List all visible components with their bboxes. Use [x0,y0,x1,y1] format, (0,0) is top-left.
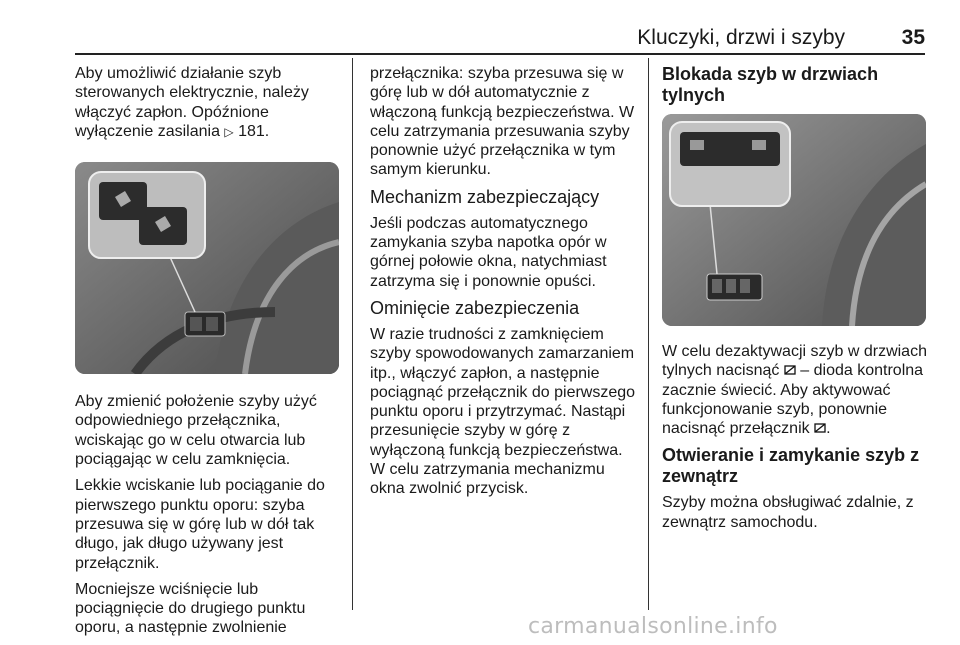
rear-window-lock-figure [662,114,926,326]
paragraph-ignition [75,64,343,142]
paragraph-strong-press: Mocniejsze wciśnięcie lub pociągnięcie do drugiego punktu oporu, a następnie zwolnienie [75,580,306,637]
page-number: 35 [901,26,925,49]
column-2 [370,64,638,506]
column-divider-1 [352,58,353,610]
paragraph-auto-move: przełącznika: szyba przesuwa się w górę lub w dół automatycznie z włączoną funkcją bezpieczeństwa. W celu zatrzymania przesuwania szyby ponownie użyć przełącznika w tym samym kierunku. [370,65,635,179]
paragraph-remote-windows: Szyby można obsługiwać zdalnie, z zewnątrz samochodu. [662,494,914,531]
column-3 [662,64,928,539]
page-reference-arrow-icon: ▷ [224,124,234,139]
section-title: Kluczyki, drzwi i szyby [637,26,845,49]
rear-window-lock-icon [814,422,826,434]
column-1 [75,64,343,645]
heading-remote-windows: Otwieranie i zamykanie szyb z zewnątrz [662,445,920,487]
page-reference[interactable]: 181. [238,122,270,140]
door-switch-figure [75,162,339,374]
paragraph-rear-lock-part-2: – dioda kontrolna zacznie świecić. Aby aktywować funkcjonowanie szyb, ponownie nacisnąć przełącznik [662,362,924,438]
header-rule [75,53,925,55]
paragraph-safety-mechanism: Jeśli podczas automatycznego zamykania szyba napotka opór w górnej połowie okna, natychmiast zatrzyma się i ponownie opuści. [370,214,607,290]
heading-safety-mechanism: Mechanizm zabezpieczający [370,186,600,207]
paragraph-rear-lock [662,342,928,438]
column-divider-2 [648,58,649,610]
page-header [75,26,925,52]
paragraph-change-position: Aby zmienić położenie szyby użyć odpowiedniego przełącznika, wciskając go w celu otwarcia lub pociągając w celu zamknięcia. [75,393,317,469]
paragraph-ignition-text: Aby umożliwić działanie szyb sterowanych elektrycznie, należy włączyć zapłon. Opóźnione wyłączenie zasilania [75,65,309,140]
heading-override-safety: Ominięcie zabezpieczenia [370,297,580,318]
rear-window-lock-icon [784,364,796,376]
paragraph-rear-lock-part-3: . [826,420,831,438]
heading-rear-window-lock: Blokada szyb w drzwiach tylnych [662,64,879,105]
watermark: carmanualsonline.info [528,614,778,639]
paragraph-override-safety: W razie trudności z zamknięciem szyby spowodowanych zamarzaniem itp., włączyć zapłon, a następnie pociągnąć przełącznik do pierwszego punktu oporu i przytrzymać. Nastąpi przesunięcie szyby w górę z wyłączoną funkcją bezpieczeństwa. W celu zatrzymania mechanizmu okna zwolnić przycisk. [370,325,636,498]
paragraph-light-press: Lekkie wciskanie lub pociąganie do pierwszego punktu oporu: szyba przesuwa się w górę lub w dół tak długo, jak długo używany jest przełącznik. [75,477,325,572]
paragraph-rear-lock-part-1: W celu dezaktywacji szyb w drzwiach tylnych nacisnąć [662,343,927,380]
